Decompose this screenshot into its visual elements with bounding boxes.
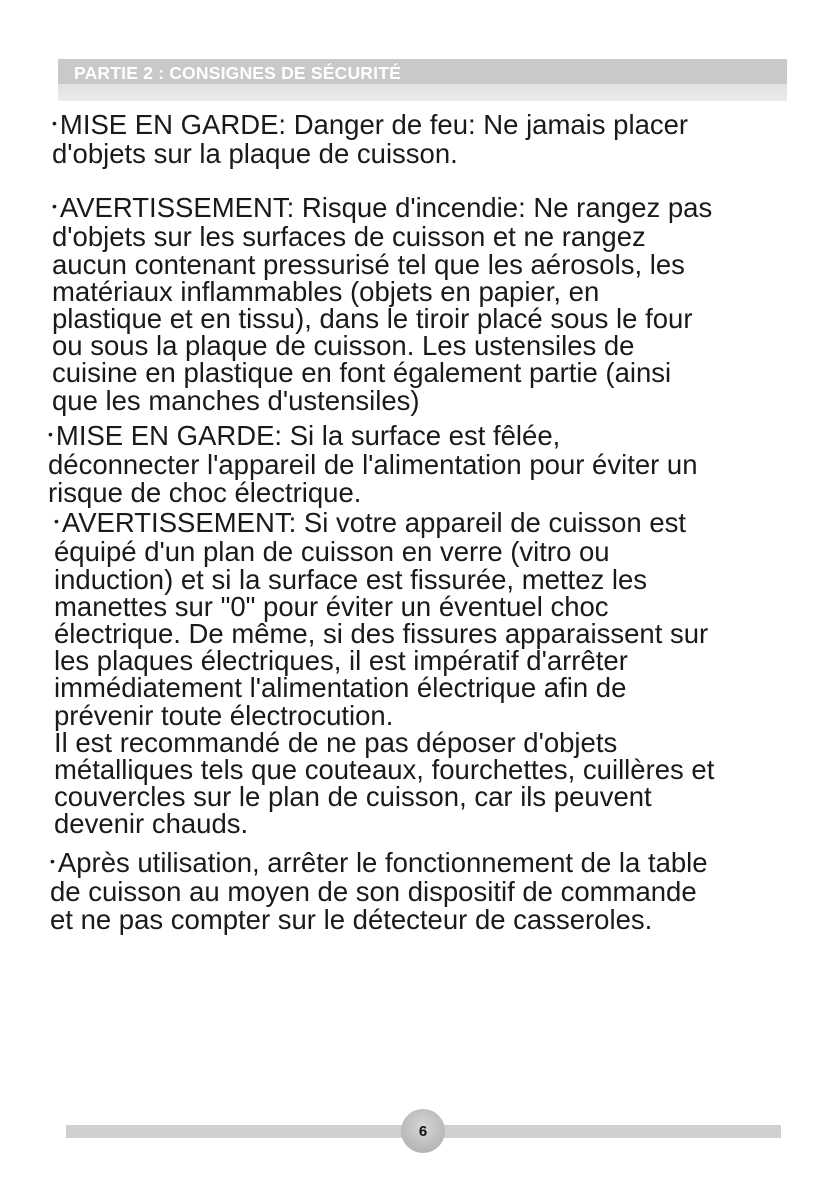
paragraph-line: devenir chauds. bbox=[54, 808, 249, 840]
paragraph-line: aucun contenant pressurisé tel que les aérosols, les bbox=[52, 248, 685, 280]
paragraph-line: prévenir toute électrocution. bbox=[54, 699, 394, 731]
page-number-badge bbox=[401, 1109, 445, 1153]
bullet-icon: • bbox=[50, 853, 55, 870]
paragraph-line: Il est recommandé de ne pas déposer d'objets bbox=[54, 726, 618, 758]
paragraph-line: induction) et si la surface est fissurée, mettez les bbox=[54, 563, 648, 595]
paragraph-line: • AVERTISSEMENT: Risque d'incendie: Ne rangez pas bbox=[52, 192, 713, 223]
paragraph-line: métalliques tels que couteaux, fourchettes, cuillères et bbox=[54, 753, 715, 785]
header-bottom-band bbox=[58, 84, 787, 101]
paragraph-line: électrique. De même, si des fissures apparaissent sur bbox=[54, 617, 709, 649]
paragraph-line: ou sous la plaque de cuisson. Les ustensiles de bbox=[52, 330, 635, 362]
bullet-icon: • bbox=[48, 426, 53, 443]
paragraph-line: déconnecter l'appareil de l'alimentation pour éviter un bbox=[48, 449, 698, 481]
paragraph-line: matériaux inflammables (objets en papier, en bbox=[52, 275, 600, 307]
warning-glass-hob bbox=[54, 509, 714, 838]
paragraph-line: • MISE EN GARDE: Si la surface est fêlée, bbox=[48, 420, 561, 451]
paragraph-line: immédiatement l'alimentation électrique afin de bbox=[54, 672, 627, 704]
paragraph-line: manettes sur "0" pour éviter un éventuel choc bbox=[54, 590, 609, 622]
section-title: PARTIE 2 : CONSIGNES DE SÉCURITÉ bbox=[74, 63, 401, 83]
paragraph-line: de cuisson au moyen de son dispositif de commande bbox=[50, 876, 697, 908]
page-number: 6 bbox=[418, 1122, 428, 1140]
bullet-icon: • bbox=[54, 513, 59, 530]
warning-fire-hob bbox=[52, 111, 688, 168]
paragraph-line: • AVERTISSEMENT: Si votre appareil de cuisson est bbox=[54, 507, 687, 538]
paragraph-line: cuisine en plastique en font également partie (ainsi bbox=[52, 357, 672, 389]
paragraph-line: les plaques électriques, il est impératif d'arrêter bbox=[54, 645, 628, 677]
paragraph-line: • MISE EN GARDE: Danger de feu: Ne jamais placer bbox=[52, 109, 689, 140]
paragraph-line: et ne pas compter sur le détecteur de casseroles. bbox=[50, 903, 653, 935]
bullet-icon: • bbox=[52, 115, 57, 132]
paragraph-line: plastique et en tissu), dans le tiroir placé sous le four bbox=[52, 302, 693, 334]
section-header-bar bbox=[58, 59, 787, 101]
bullet-icon: • bbox=[52, 198, 57, 215]
paragraph-line: couvercles sur le plan de cuisson, car ils peuvent bbox=[54, 781, 652, 813]
paragraph-line: d'objets sur la plaque de cuisson. bbox=[52, 138, 458, 170]
warning-cracked-surface bbox=[48, 422, 698, 506]
paragraph-line: que les manches d'ustensiles) bbox=[52, 384, 420, 416]
warning-fire-storage bbox=[52, 194, 712, 414]
paragraph-line: • Après utilisation, arrêter le fonctionnement de la table bbox=[50, 847, 708, 878]
instruction-after-use bbox=[50, 849, 708, 933]
paragraph-line: équipé d'un plan de cuisson en verre (vitro ou bbox=[54, 536, 610, 568]
paragraph-line: risque de choc électrique. bbox=[48, 476, 362, 508]
paragraph-line: d'objets sur les surfaces de cuisson et ne rangez bbox=[52, 221, 646, 253]
